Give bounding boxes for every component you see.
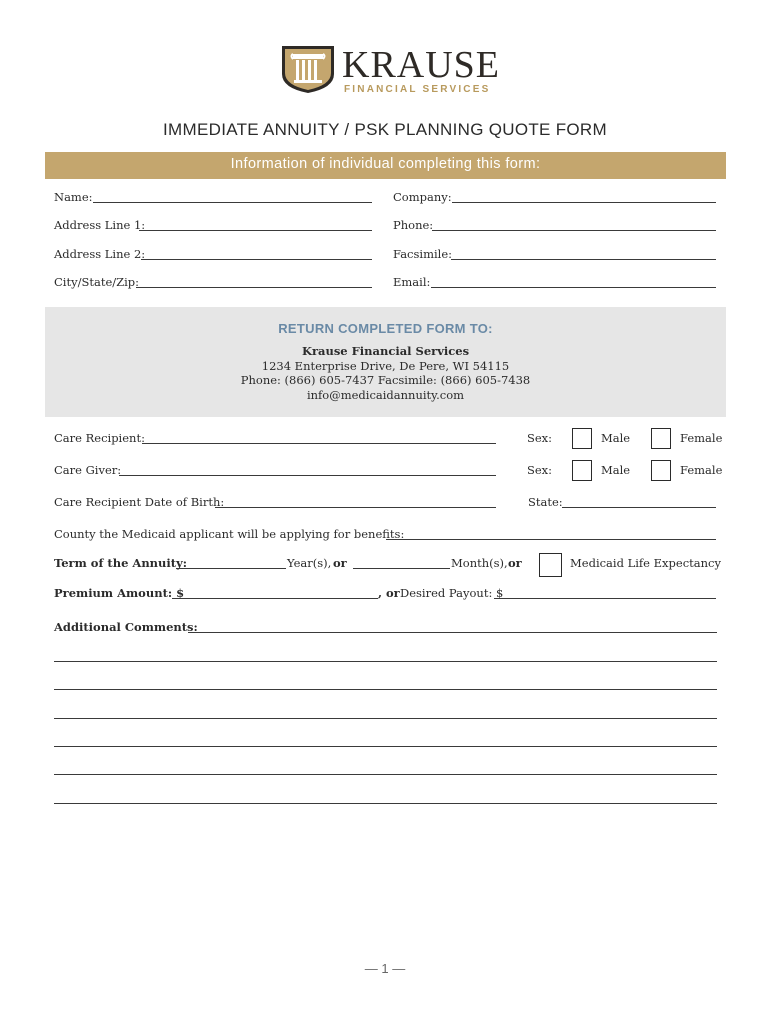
dash-left: — <box>364 961 382 976</box>
return-heading: RETURN COMPLETED FORM TO: <box>278 321 493 336</box>
care-recipient-field[interactable] <box>142 443 496 444</box>
sex-label-giver: Sex: <box>527 463 553 477</box>
or-label-2: or <box>508 556 522 570</box>
comments-line[interactable] <box>54 689 717 690</box>
email-field[interactable] <box>431 287 716 288</box>
column-shield-icon <box>280 44 336 94</box>
phone-field[interactable] <box>432 230 716 231</box>
logo-name: KRAUSE <box>342 44 501 86</box>
return-address: 1234 Enterprise Drive, De Pere, WI 54115 <box>261 359 510 373</box>
term-label: Term of the Annuity: <box>54 556 188 570</box>
recipient-male-checkbox[interactable] <box>572 428 592 449</box>
months-label: Month(s), <box>451 556 508 570</box>
premium-label: Premium Amount: $ <box>54 586 185 600</box>
phone-label: Phone: <box>393 218 434 232</box>
comments-line[interactable] <box>54 746 717 747</box>
comments-line[interactable] <box>54 718 717 719</box>
return-panel <box>45 307 726 417</box>
giver-male-label: Male <box>601 463 631 477</box>
dob-field[interactable] <box>215 507 496 508</box>
sex-label-recipient: Sex: <box>527 431 553 445</box>
return-phones: Phone: (866) 605-7437 Facsimile: (866) 605-7438 <box>240 373 531 387</box>
term-months-field[interactable] <box>353 568 450 569</box>
company-field[interactable] <box>452 202 716 203</box>
name-field[interactable] <box>93 202 372 203</box>
page-number-value: 1 <box>381 961 389 976</box>
address2-label: Address Line 2: <box>54 247 146 261</box>
giver-male-checkbox[interactable] <box>572 460 592 481</box>
name-label: Name: <box>54 190 93 204</box>
state-label: State: <box>528 495 563 509</box>
or-label-1: or <box>333 556 347 570</box>
comments-label: Additional Comments: <box>54 620 198 634</box>
krause-logo <box>280 44 500 98</box>
care-recipient-label: Care Recipient: <box>54 431 145 445</box>
care-giver-label: Care Giver: <box>54 463 122 477</box>
address2-field[interactable] <box>141 259 372 260</box>
premium-field[interactable] <box>172 598 378 599</box>
return-company: Krause Financial Services <box>301 344 470 358</box>
premium-or-label: , or <box>378 586 400 600</box>
life-expectancy-label: Medicaid Life Expectancy <box>570 556 721 570</box>
years-label: Year(s), <box>287 556 332 570</box>
address1-field[interactable] <box>139 230 372 231</box>
county-label: County the Medicaid applicant will be applying for benefits: <box>54 527 405 541</box>
recipient-female-label: Female <box>680 431 723 445</box>
giver-female-checkbox[interactable] <box>651 460 671 481</box>
city-state-zip-field[interactable] <box>136 287 372 288</box>
state-field[interactable] <box>562 507 716 508</box>
term-years-field[interactable] <box>176 568 286 569</box>
county-field[interactable] <box>386 539 716 540</box>
life-expectancy-checkbox[interactable] <box>539 553 562 577</box>
return-email: info@medicaidannuity.com <box>306 388 465 402</box>
email-label: Email: <box>393 275 431 289</box>
facsimile-field[interactable] <box>451 259 716 260</box>
recipient-female-checkbox[interactable] <box>651 428 671 449</box>
info-bar: Information of individual completing this form: <box>45 152 726 179</box>
comments-line[interactable] <box>54 774 717 775</box>
company-label: Company: <box>393 190 452 204</box>
comments-line[interactable] <box>54 661 717 662</box>
giver-female-label: Female <box>680 463 723 477</box>
payout-field[interactable] <box>494 598 716 599</box>
facsimile-label: Facsimile: <box>393 247 453 261</box>
payout-label: Desired Payout: $ <box>400 586 504 600</box>
form-title: IMMEDIATE ANNUITY / PSK PLANNING QUOTE FORM <box>163 120 607 139</box>
dash-right: — <box>388 961 406 976</box>
comments-field-line[interactable] <box>188 632 717 633</box>
recipient-male-label: Male <box>601 431 631 445</box>
comments-line[interactable] <box>54 803 717 804</box>
page-number <box>0 961 770 976</box>
address1-label: Address Line 1: <box>54 218 146 232</box>
logo-subtitle: FINANCIAL SERVICES <box>344 84 491 95</box>
city-state-zip-label: City/State/Zip: <box>54 275 140 289</box>
dob-label: Care Recipient Date of Birth: <box>54 495 225 509</box>
care-giver-field[interactable] <box>119 475 496 476</box>
